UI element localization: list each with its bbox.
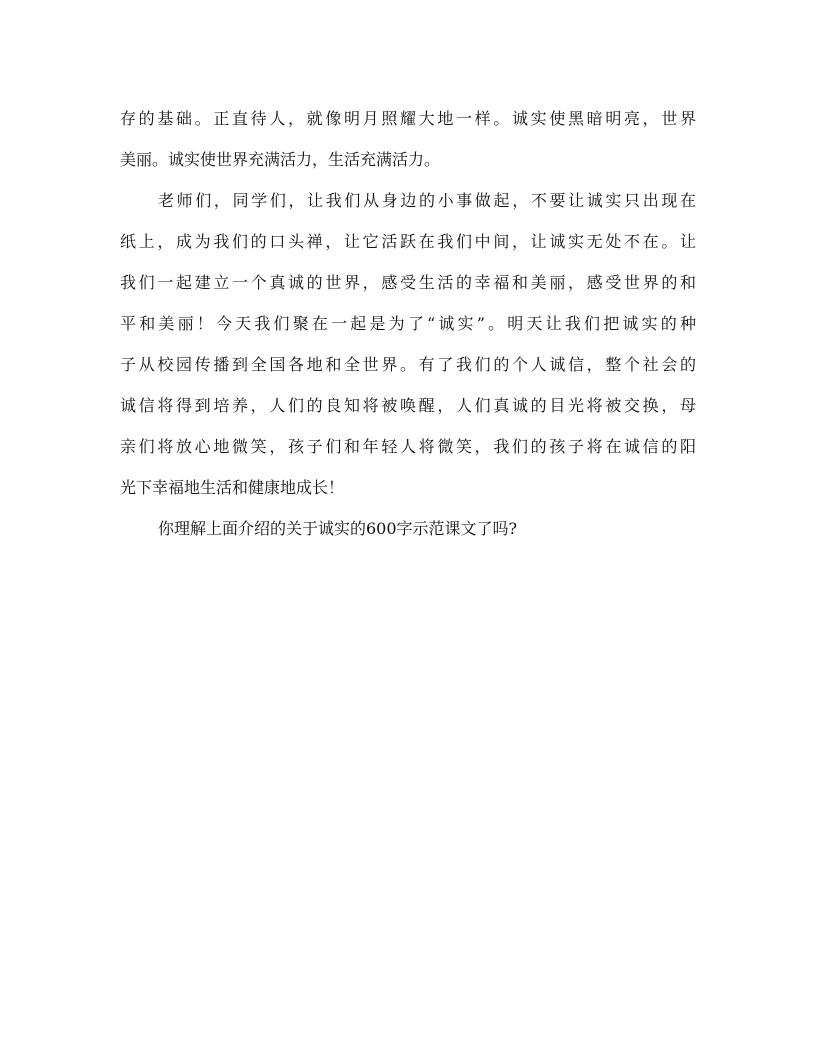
- document-body: [120, 98, 696, 549]
- paragraph-2-line-4: 平和美丽！今天我们聚在一起是为了“诚实”。明天让我们把诚实的种: [120, 314, 696, 333]
- paragraph-3-line-1: 你理解上面介绍的关于诚实的600字示范课文了吗?: [158, 519, 518, 538]
- paragraph-2-line-8: 光下幸福地生活和健康地成长！: [120, 478, 345, 497]
- paragraph-2-line-3: 我们一起建立一个真诚的世界，感受生活的幸福和美丽，感受世界的和: [120, 273, 696, 292]
- paragraph-1-line-2: 美丽。诚实使世界充满活力，生活充满活力。: [120, 150, 441, 169]
- paragraph-2-line-6: 诚信将得到培养，人们的良知将被唤醒，人们真诚的目光将被交换，母: [120, 396, 696, 415]
- paragraph-2-line-7: 亲们将放心地微笑，孩子们和年轻人将微笑，我们的孩子将在诚信的阳: [120, 437, 696, 456]
- paragraph-1-line-1: 存的基础。正直待人，就像明月照耀大地一样。诚实使黑暗明亮，世界: [120, 109, 696, 128]
- paragraph-2-line-1: 老师们，同学们，让我们从身边的小事做起，不要让诚实只出现在: [158, 191, 696, 210]
- paragraph-2-line-2: 纸上，成为我们的口头禅，让它活跃在我们中间，让诚实无处不在。让: [120, 232, 696, 251]
- paragraph-2-line-5: 子从校园传播到全国各地和全世界。有了我们的个人诚信，整个社会的: [120, 355, 696, 374]
